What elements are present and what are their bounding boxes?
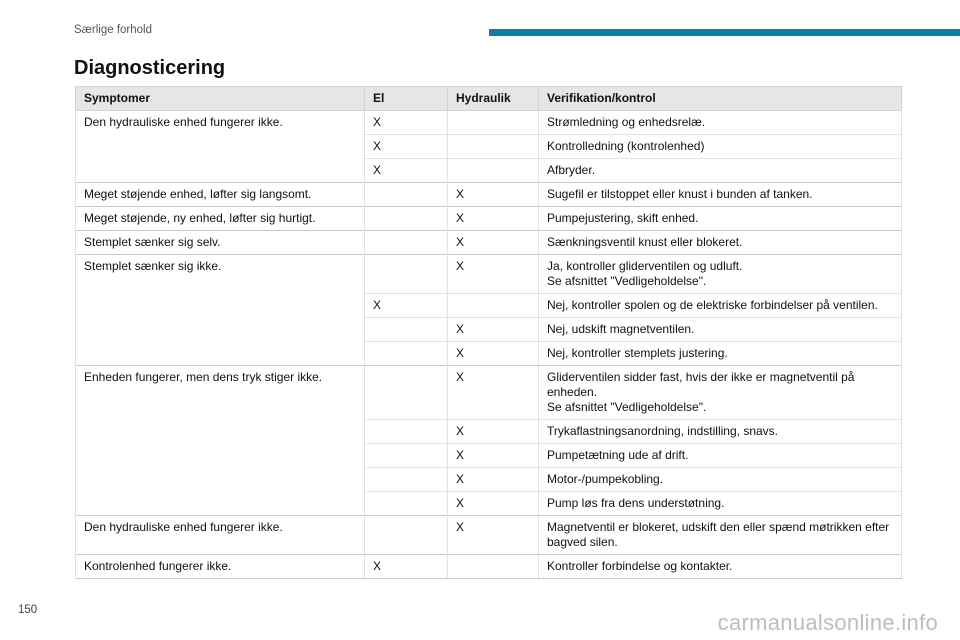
- verification-line: Pumpejustering, skift enhed.: [547, 211, 699, 225]
- table-row: [76, 555, 902, 579]
- verification-cell: [539, 207, 902, 231]
- accent-bar: [489, 29, 960, 36]
- column-header-verification: Verifikation/kontrol: [539, 87, 902, 111]
- symptom-cell: Kontrolenhed fungerer ikke.: [76, 555, 365, 579]
- hydraulik-cell: [448, 111, 539, 135]
- symptom-cell: Enheden fungerer, men dens tryk stiger ikke.: [76, 366, 365, 516]
- verification-line: Kontroller forbindelse og kontakter.: [547, 559, 733, 573]
- verification-line: Sænkningsventil knust eller blokeret.: [547, 235, 743, 249]
- el-cell: [365, 183, 448, 207]
- el-cell: [365, 516, 448, 555]
- hydraulik-cell: X: [448, 420, 539, 444]
- verification-line: Pump løs fra dens understøtning.: [547, 496, 725, 510]
- verification-cell: [539, 555, 902, 579]
- hydraulik-cell: X: [448, 516, 539, 555]
- column-header-el: El: [365, 87, 448, 111]
- hydraulik-cell: X: [448, 207, 539, 231]
- table-row: [76, 111, 902, 135]
- symptom-cell: Meget støjende, ny enhed, løfter sig hurtigt.: [76, 207, 365, 231]
- verification-cell: [539, 231, 902, 255]
- verification-cell: [539, 468, 902, 492]
- verification-cell: [539, 294, 902, 318]
- hydraulik-cell: [448, 294, 539, 318]
- hydraulik-cell: X: [448, 342, 539, 366]
- hydraulik-cell: X: [448, 318, 539, 342]
- el-cell: [365, 420, 448, 444]
- diagnostics-table: [75, 86, 902, 579]
- hydraulik-cell: [448, 555, 539, 579]
- hydraulik-cell: X: [448, 492, 539, 516]
- verification-cell: [539, 159, 902, 183]
- el-cell: [365, 492, 448, 516]
- hydraulik-cell: X: [448, 255, 539, 294]
- el-cell: [365, 231, 448, 255]
- verification-line: Strømledning og enhedsrelæ.: [547, 115, 706, 129]
- watermark: carmanualsonline.info: [717, 610, 938, 635]
- verification-cell: [539, 444, 902, 468]
- hydraulik-cell: X: [448, 468, 539, 492]
- section-label: Særlige forhold: [74, 24, 152, 36]
- table-row: [76, 231, 902, 255]
- el-cell: [365, 366, 448, 420]
- table-row: [76, 366, 902, 420]
- verification-line: Afbryder.: [547, 163, 596, 177]
- table-row: [76, 183, 902, 207]
- el-cell: [365, 318, 448, 342]
- verification-cell: [539, 318, 902, 342]
- hydraulik-cell: X: [448, 366, 539, 420]
- verification-line: Pumpetætning ude af drift.: [547, 448, 689, 462]
- el-cell: X: [365, 555, 448, 579]
- table-row: [76, 207, 902, 231]
- verification-line: Sugefil er tilstoppet eller knust i bunden af tanken.: [547, 187, 813, 201]
- table-body: [76, 111, 902, 579]
- verification-line: Trykaflastningsanordning, indstilling, snavs.: [547, 424, 779, 438]
- verification-cell: [539, 135, 902, 159]
- table-row: [76, 255, 902, 294]
- verification-cell: [539, 366, 902, 420]
- verification-line: Motor-/pumpekobling.: [547, 472, 664, 486]
- el-cell: X: [365, 159, 448, 183]
- verification-line: Se afsnittet "Vedligeholdelse".: [547, 274, 707, 288]
- verification-line: Nej, kontroller stemplets justering.: [547, 346, 728, 360]
- hydraulik-cell: [448, 159, 539, 183]
- hydraulik-cell: X: [448, 444, 539, 468]
- verification-cell: [539, 255, 902, 294]
- verification-line: Magnetventil er blokeret, udskift den eller spænd møtrikken efter bagved silen.: [547, 520, 890, 549]
- verification-line: Nej, kontroller spolen og de elektriske forbindelser på ventilen.: [547, 298, 878, 312]
- verification-cell: [539, 342, 902, 366]
- el-cell: [365, 255, 448, 294]
- verification-cell: [539, 516, 902, 555]
- el-cell: X: [365, 294, 448, 318]
- verification-line: Kontrolledning (kontrolenhed): [547, 139, 705, 153]
- el-cell: [365, 444, 448, 468]
- table-header-row: [76, 87, 902, 111]
- verification-cell: [539, 111, 902, 135]
- el-cell: [365, 342, 448, 366]
- column-header-symptoms: Symptomer: [76, 87, 365, 111]
- symptom-cell: Meget støjende enhed, løfter sig langsomt.: [76, 183, 365, 207]
- verification-line: Se afsnittet "Vedligeholdelse".: [547, 400, 707, 414]
- hydraulik-cell: X: [448, 183, 539, 207]
- verification-cell: [539, 492, 902, 516]
- symptom-cell: Den hydrauliske enhed fungerer ikke.: [76, 111, 365, 183]
- verification-cell: [539, 420, 902, 444]
- symptom-cell: Den hydrauliske enhed fungerer ikke.: [76, 516, 365, 555]
- el-cell: X: [365, 135, 448, 159]
- hydraulik-cell: X: [448, 231, 539, 255]
- el-cell: X: [365, 111, 448, 135]
- el-cell: [365, 468, 448, 492]
- table-row: [76, 516, 902, 555]
- symptom-cell: Stemplet sænker sig selv.: [76, 231, 365, 255]
- verification-line: Gliderventilen sidder fast, hvis der ikke er magnetventil på enheden.: [547, 370, 855, 399]
- page-title: Diagnosticering: [74, 57, 226, 79]
- symptom-cell: Stemplet sænker sig ikke.: [76, 255, 365, 366]
- el-cell: [365, 207, 448, 231]
- hydraulik-cell: [448, 135, 539, 159]
- verification-line: Ja, kontroller gliderventilen og udluft.: [547, 259, 743, 273]
- verification-cell: [539, 183, 902, 207]
- verification-line: Nej, udskift magnetventilen.: [547, 322, 695, 336]
- page-number: 150: [18, 604, 38, 616]
- column-header-hydraulik: Hydraulik: [448, 87, 539, 111]
